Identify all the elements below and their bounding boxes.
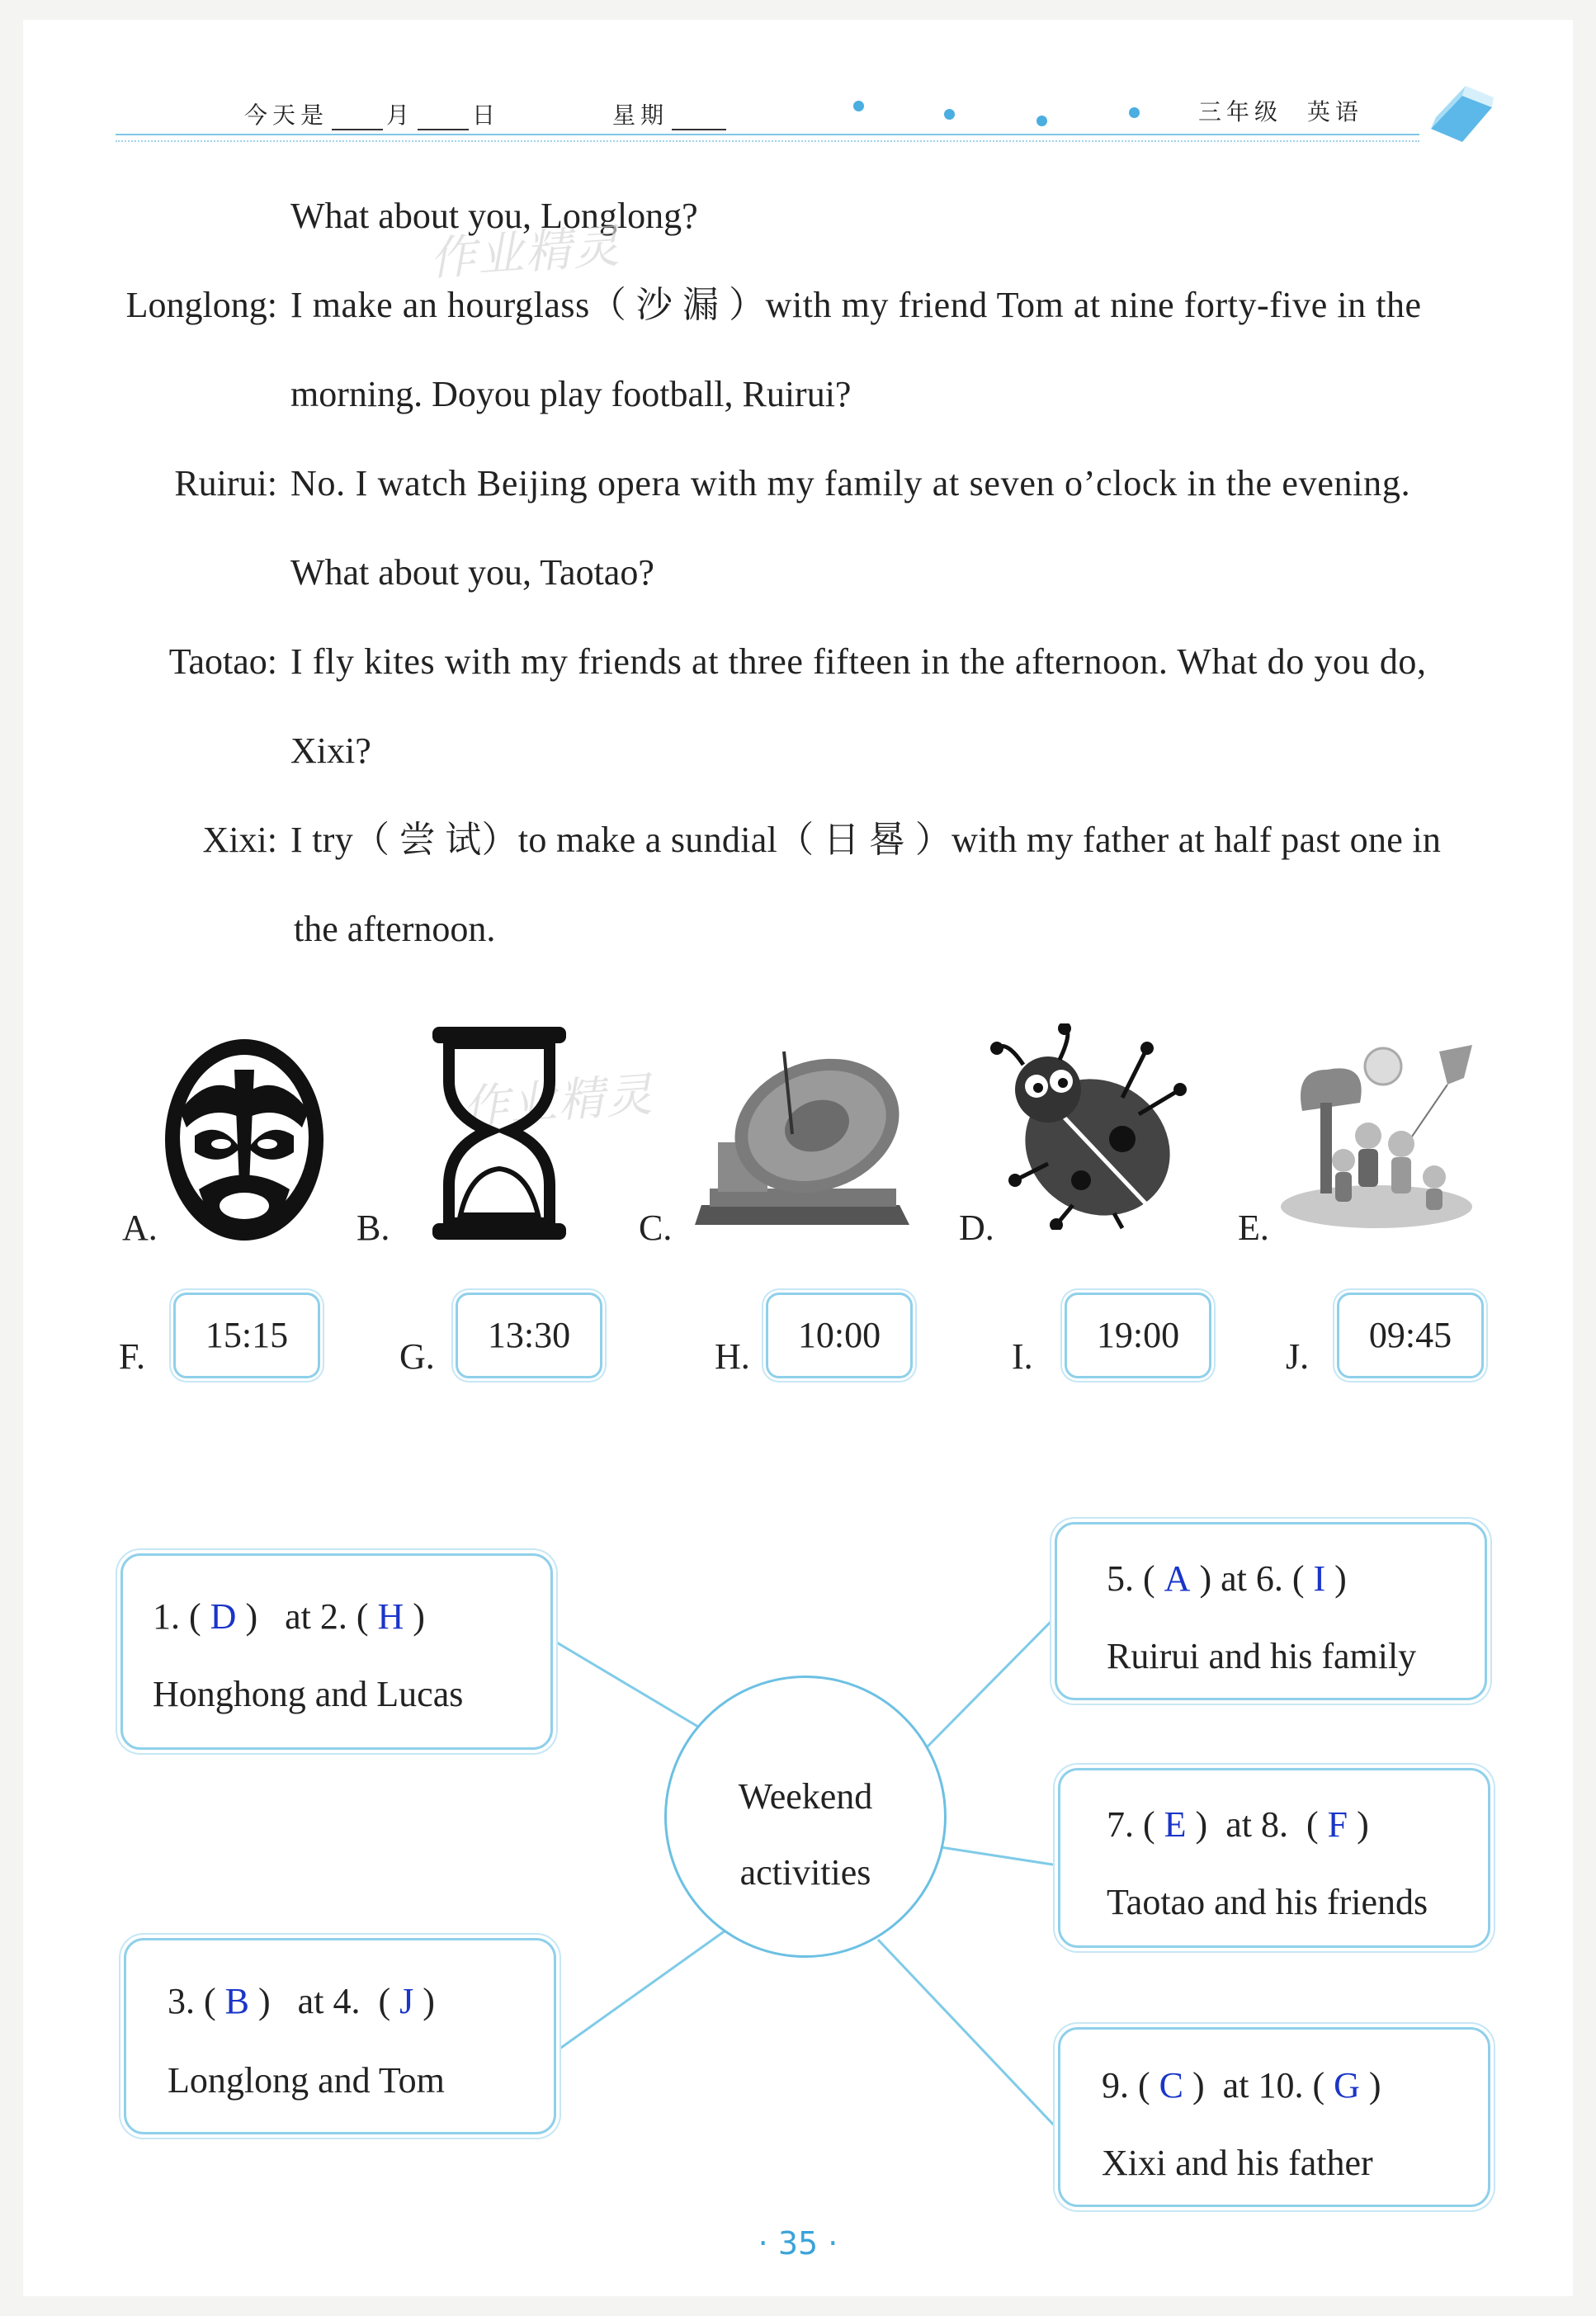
dialogue-line: I try（ 尝 试）to make a sundial（ 日 晷 ）with my father at half past one in [290, 820, 1442, 860]
activity-box [120, 1553, 553, 1750]
answer: D [210, 1596, 237, 1637]
dialogue-line: What about you, Taotao? [290, 552, 654, 593]
dialogue-line: morning. Doyou play football, Ruirui? [290, 374, 852, 414]
dialogue-line: I make an hourglass（ 沙 漏 ）with my friend Tom at nine forty-five in the [290, 285, 1422, 325]
option-letter: E. [1238, 1208, 1269, 1248]
time-box: 19:00 [1065, 1293, 1211, 1378]
answer: J [399, 1981, 414, 2021]
watermark: 作业精灵 [427, 219, 623, 287]
page-number: · 35 · [758, 2225, 838, 2262]
activity-box [1058, 2027, 1490, 2207]
option-letter: I. [1012, 1336, 1033, 1377]
center-label: Weekend [738, 1776, 873, 1817]
dialogue-line: Xixi? [290, 730, 371, 771]
speaker-taotao: Taotao: [168, 641, 277, 682]
date-header: 今天是 月 日 [244, 102, 501, 129]
answer: I [1313, 1558, 1326, 1599]
activity-question: 1. ( D ) at 2. ( H ) [153, 1596, 425, 1637]
activity-question: 9. ( C ) at 10. ( G ) [1102, 2065, 1381, 2106]
weekday-header: 星期 [612, 97, 730, 130]
dialogue-line: What about you, Longlong? [290, 196, 698, 236]
center-label: activities [739, 1852, 871, 1893]
time-box: 15:15 [173, 1293, 320, 1378]
time-box: 10:00 [766, 1293, 913, 1378]
activity-who: Taotao and his friends [1107, 1882, 1428, 1922]
answer: C [1159, 2065, 1184, 2106]
answer: E [1164, 1804, 1187, 1845]
answer: F [1327, 1804, 1348, 1845]
activity-who: Xixi and his father [1102, 2143, 1373, 2183]
dialogue-line: I fly kites with my friends at three fifteen in the afternoon. What do you do, [290, 641, 1427, 682]
option-letter: J. [1286, 1336, 1310, 1377]
option-letter: G. [399, 1336, 435, 1377]
activity-who: Longlong and Tom [168, 2060, 445, 2101]
option-letter: F. [119, 1336, 145, 1377]
activity-question: 3. ( B ) at 4. ( J ) [168, 1981, 435, 2021]
time-box: 09:45 [1337, 1293, 1484, 1378]
option-letter: B. [357, 1208, 390, 1248]
activity-who: Ruirui and his family [1107, 1636, 1417, 1676]
activity-box [124, 1938, 556, 2134]
answer: G [1334, 2065, 1360, 2106]
activity-who: Honghong and Lucas [153, 1674, 464, 1714]
option-letter: C. [639, 1208, 673, 1248]
option-letter: D. [959, 1208, 994, 1248]
answer: B [224, 1981, 250, 2021]
speaker-xixi: Xixi: [202, 820, 277, 860]
dialogue-line: No. I watch Beijing opera with my family at seven o’clock in the evening. [290, 463, 1411, 503]
activity-box [1055, 1522, 1487, 1700]
activity-box [1058, 1768, 1490, 1948]
speaker-longlong: Longlong: [125, 285, 277, 325]
mindmap-center [664, 1676, 947, 1958]
speaker-ruirui: Ruirui: [174, 463, 277, 503]
option-letter: H. [715, 1336, 750, 1377]
time-box: 13:30 [456, 1293, 602, 1378]
grade-subject-header: 三年级 英语 [1198, 98, 1363, 125]
option-letter: A. [122, 1208, 158, 1248]
activity-question: 7. ( E ) at 8. ( F ) [1107, 1804, 1369, 1845]
activity-question: 5. ( A ) at 6. ( I ) [1107, 1558, 1347, 1599]
answer: A [1164, 1558, 1191, 1599]
answer: H [377, 1596, 404, 1637]
watermark: 作业精灵 [460, 1067, 656, 1136]
dialogue-line: the afternoon. [294, 909, 496, 949]
